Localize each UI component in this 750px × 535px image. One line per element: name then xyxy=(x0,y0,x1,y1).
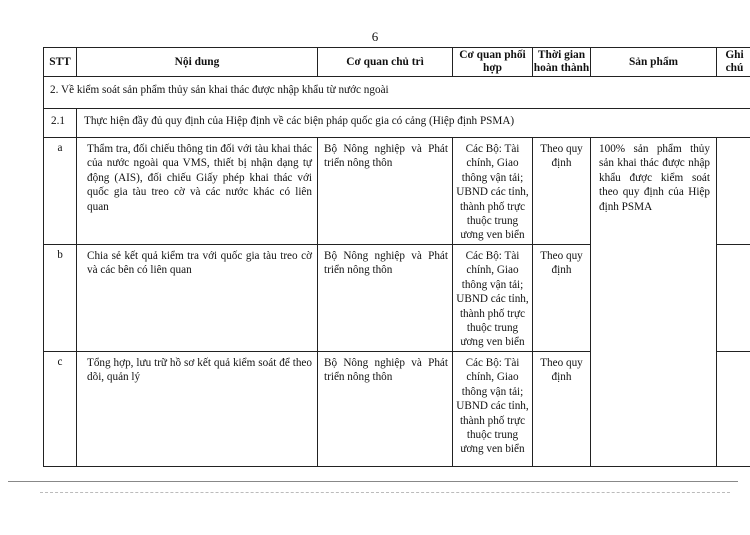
row-noi-dung: Thẩm tra, đối chiếu thông tin đối với tàu khai thác của nước ngoài qua VMS, thiết bị nhận dạng tự động (AIS), đối chiếu Giấy phép khai thác với quốc gia tàu treo cờ và các nước khác có liên quan xyxy=(77,138,318,245)
row-phoi-hop: Các Bộ: Tài chính, Giao thông vận tải; UBND các tỉnh, thành phố trực thuộc trung ương ven biển xyxy=(453,352,533,467)
row-san-pham: 100% sản phẩm thủy sản khai thác được nhập khẩu được kiểm soát theo quy định của Hiệp định PSMA xyxy=(591,138,717,467)
row-phoi-hop: Các Bộ: Tài chính, Giao thông vận tải; UBND các tỉnh, thành phố trực thuộc trung ương ven biển xyxy=(453,138,533,245)
footer-scan-line xyxy=(40,492,730,493)
row-thoi-gian: Theo quy định xyxy=(533,352,591,467)
header-co-quan-chu-tri: Cơ quan chủ trì xyxy=(318,48,453,77)
row-ghi-chu xyxy=(717,138,750,245)
row-stt: a xyxy=(44,138,77,245)
row-chu-tri: Bộ Nông nghiệp và Phát triển nông thôn xyxy=(318,245,453,352)
subsection-title: Thực hiện đầy đủ quy định của Hiệp định về các biện pháp quốc gia có cảng (Hiệp định PSMA) xyxy=(77,109,750,138)
page-number: 6 xyxy=(371,29,379,44)
header-co-quan-phoi-hop: Cơ quan phối hợp xyxy=(453,48,533,77)
subsection-stt: 2.1 xyxy=(44,109,77,138)
row-stt: c xyxy=(44,352,77,467)
header-ghi-chu: Ghi chú xyxy=(717,48,750,77)
row-noi-dung: Chia sẻ kết quả kiểm tra với quốc gia tàu treo cờ và các bên có liên quan xyxy=(77,245,318,352)
row-noi-dung: Tổng hợp, lưu trữ hồ sơ kết quả kiểm soát để theo dõi, quản lý xyxy=(77,352,318,467)
row-ghi-chu xyxy=(717,352,750,467)
row-chu-tri: Bộ Nông nghiệp và Phát triển nông thôn xyxy=(318,138,453,245)
row-thoi-gian: Theo quy định xyxy=(533,138,591,245)
header-thoi-gian: Thời gian hoàn thành xyxy=(533,48,591,77)
row-chu-tri: Bộ Nông nghiệp và Phát triển nông thôn xyxy=(318,352,453,467)
row-phoi-hop: Các Bộ: Tài chính, Giao thông vận tải; UBND các tỉnh, thành phố trực thuộc trung ương ven biển xyxy=(453,245,533,352)
row-thoi-gian: Theo quy định xyxy=(533,245,591,352)
plan-table xyxy=(43,47,750,467)
footer-divider xyxy=(8,481,738,482)
header-stt: STT xyxy=(44,48,77,77)
table-row xyxy=(44,138,750,245)
row-stt: b xyxy=(44,245,77,352)
header-noi-dung: Nội dung xyxy=(77,48,318,77)
section-title: 2. Về kiểm soát sản phẩm thủy sản khai thác được nhập khẩu từ nước ngoài xyxy=(44,77,750,109)
section-row xyxy=(44,77,750,109)
header-row xyxy=(44,48,750,77)
subsection-row xyxy=(44,109,750,138)
header-san-pham: Sản phẩm xyxy=(591,48,717,77)
row-ghi-chu xyxy=(717,245,750,352)
